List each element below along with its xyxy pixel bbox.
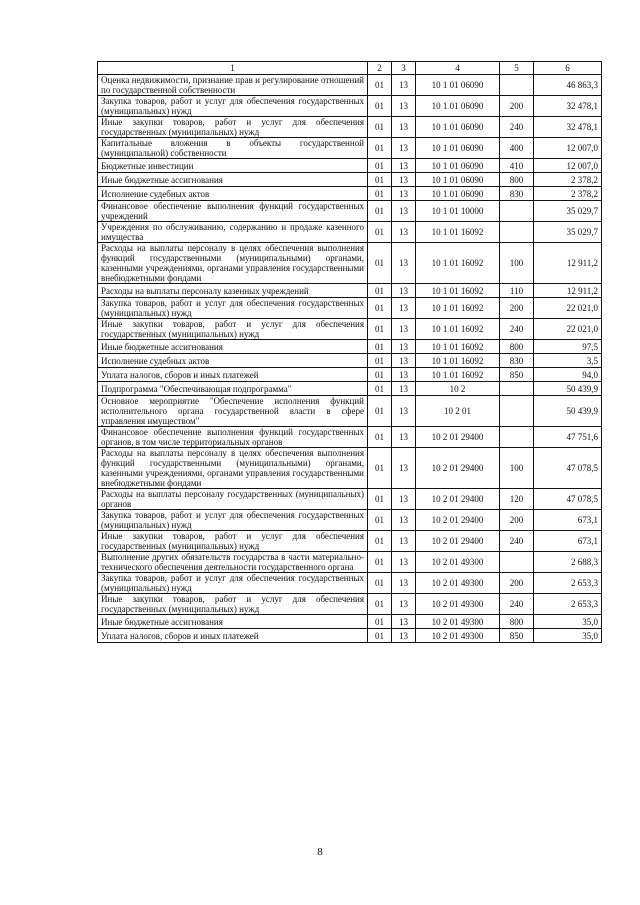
table-row	[98, 340, 602, 354]
row-name-cell: Уплата налогов, сборов и иных платежей	[98, 368, 368, 382]
expense-type-cell: 240	[500, 117, 534, 138]
row-name-cell: Бюджетные инвестиции	[98, 159, 368, 173]
header-cell: 6	[534, 62, 602, 75]
target-article-cell: 10 1 01 16092	[416, 319, 500, 340]
section-code-cell: 01	[368, 427, 392, 448]
section-code-cell: 01	[368, 284, 392, 298]
expense-type-cell: 240	[500, 531, 534, 552]
subsection-code-cell: 13	[392, 187, 416, 201]
row-name-cell: Расходы на выплаты персоналу в целях обеспечения выполнения функций государственными (муниципальными) органами, казенными учреждениями, органами управления государственными внебюджетными фондами	[98, 243, 368, 284]
section-code-cell: 01	[368, 159, 392, 173]
amount-cell: 12 911,2	[534, 243, 602, 284]
section-code-cell: 01	[368, 201, 392, 222]
amount-cell: 35 029,7	[534, 222, 602, 243]
section-code-cell: 01	[368, 96, 392, 117]
expense-type-cell: 200	[500, 510, 534, 531]
subsection-code-cell: 13	[392, 96, 416, 117]
amount-cell: 2 688,3	[534, 552, 602, 573]
table-row	[98, 284, 602, 298]
header-cell: 3	[392, 62, 416, 75]
row-name-cell: Исполнение судебных актов	[98, 187, 368, 201]
table-row	[98, 298, 602, 319]
table-row	[98, 427, 602, 448]
subsection-code-cell: 13	[392, 368, 416, 382]
row-name-cell: Подпрограмма "Обеспечивающая подпрограмма"	[98, 382, 368, 396]
target-article-cell: 10 1 01 06090	[416, 173, 500, 187]
target-article-cell: 10 2 01 29400	[416, 448, 500, 489]
amount-cell: 94,0	[534, 368, 602, 382]
row-name-cell: Расходы на выплаты персоналу в целях обеспечения выполнения функций государственными (муниципальными) органами, казенными учреждениями, органами управления государственными внебюджетными фондами	[98, 448, 368, 489]
amount-cell: 22 021,0	[534, 298, 602, 319]
amount-cell: 2 378,2	[534, 173, 602, 187]
target-article-cell: 10 1 01 16092	[416, 284, 500, 298]
table-body	[98, 75, 602, 643]
subsection-code-cell: 13	[392, 354, 416, 368]
expense-type-cell: 110	[500, 284, 534, 298]
section-code-cell: 01	[368, 354, 392, 368]
expense-type-cell: 200	[500, 573, 534, 594]
table-row	[98, 187, 602, 201]
table-row	[98, 243, 602, 284]
subsection-code-cell: 13	[392, 201, 416, 222]
section-code-cell: 01	[368, 222, 392, 243]
table-row	[98, 159, 602, 173]
target-article-cell: 10 1 01 06090	[416, 187, 500, 201]
target-article-cell: 10 2 01 49300	[416, 594, 500, 615]
amount-cell: 2 653,3	[534, 573, 602, 594]
amount-cell: 32 478,1	[534, 117, 602, 138]
row-name-cell: Расходы на выплаты персоналу государственных (муниципальных) органов	[98, 489, 368, 510]
section-code-cell: 01	[368, 510, 392, 531]
section-code-cell: 01	[368, 448, 392, 489]
subsection-code-cell: 13	[392, 222, 416, 243]
amount-cell: 673,1	[534, 531, 602, 552]
section-code-cell: 01	[368, 552, 392, 573]
row-name-cell: Закупка товаров, работ и услуг для обеспечения государственных (муниципальных) нужд	[98, 510, 368, 531]
section-code-cell: 01	[368, 594, 392, 615]
row-name-cell: Финансовое обеспечение выполнения функций государственных органов, в том числе территориальных органов	[98, 427, 368, 448]
section-code-cell: 01	[368, 368, 392, 382]
amount-cell: 673,1	[534, 510, 602, 531]
expense-type-cell: 100	[500, 243, 534, 284]
expense-type-cell: 240	[500, 594, 534, 615]
table-row	[98, 201, 602, 222]
table-row	[98, 173, 602, 187]
subsection-code-cell: 13	[392, 615, 416, 629]
subsection-code-cell: 13	[392, 396, 416, 427]
expense-type-cell	[500, 222, 534, 243]
subsection-code-cell: 13	[392, 489, 416, 510]
subsection-code-cell: 13	[392, 340, 416, 354]
subsection-code-cell: 13	[392, 448, 416, 489]
row-name-cell: Иные закупки товаров, работ и услуг для обеспечения государственных (муниципальных) нужд	[98, 594, 368, 615]
amount-cell: 35,0	[534, 615, 602, 629]
amount-cell: 46 863,3	[534, 75, 602, 96]
amount-cell: 35 029,7	[534, 201, 602, 222]
section-code-cell: 01	[368, 382, 392, 396]
expense-type-cell: 800	[500, 340, 534, 354]
expense-type-cell	[500, 396, 534, 427]
expense-type-cell	[500, 201, 534, 222]
expense-type-cell	[500, 75, 534, 96]
row-name-cell: Иные бюджетные ассигнования	[98, 615, 368, 629]
table-row	[98, 510, 602, 531]
amount-cell: 22 021,0	[534, 319, 602, 340]
header-row	[98, 62, 602, 75]
table-row	[98, 117, 602, 138]
subsection-code-cell: 13	[392, 117, 416, 138]
section-code-cell: 01	[368, 319, 392, 340]
expense-type-cell: 850	[500, 629, 534, 643]
table-row	[98, 222, 602, 243]
target-article-cell: 10 1 01 10000	[416, 201, 500, 222]
section-code-cell: 01	[368, 573, 392, 594]
section-code-cell: 01	[368, 396, 392, 427]
target-article-cell: 10 2 01 29400	[416, 531, 500, 552]
target-article-cell: 10 1 01 06090	[416, 138, 500, 159]
amount-cell: 50 439,9	[534, 396, 602, 427]
table-row	[98, 382, 602, 396]
target-article-cell: 10 2 01	[416, 396, 500, 427]
amount-cell: 12 911,2	[534, 284, 602, 298]
row-name-cell: Закупка товаров, работ и услуг для обеспечения государственных (муниципальных) нужд	[98, 96, 368, 117]
section-code-cell: 01	[368, 489, 392, 510]
expense-type-cell: 830	[500, 354, 534, 368]
table-row	[98, 531, 602, 552]
table-row	[98, 629, 602, 643]
amount-cell: 47 751,6	[534, 427, 602, 448]
expense-type-cell: 410	[500, 159, 534, 173]
target-article-cell: 10 1 01 16092	[416, 354, 500, 368]
table-row	[98, 368, 602, 382]
amount-cell: 2 378,2	[534, 187, 602, 201]
row-name-cell: Основное мероприятие "Обеспечение исполнения функций исполнительного органа государственной власти в сфере управления имуществом"	[98, 396, 368, 427]
subsection-code-cell: 13	[392, 382, 416, 396]
expense-type-cell: 240	[500, 319, 534, 340]
amount-cell: 47 078,5	[534, 448, 602, 489]
target-article-cell: 10 2	[416, 382, 500, 396]
row-name-cell: Капитальные вложения в объекты государственной (муниципальной) собственности	[98, 138, 368, 159]
table-row	[98, 138, 602, 159]
section-code-cell: 01	[368, 340, 392, 354]
row-name-cell: Закупка товаров, работ и услуг для обеспечения государственных (муниципальных) нужд	[98, 298, 368, 319]
subsection-code-cell: 13	[392, 427, 416, 448]
expense-type-cell	[500, 552, 534, 573]
header-cell: 4	[416, 62, 500, 75]
table-row	[98, 319, 602, 340]
table-row	[98, 615, 602, 629]
table-row	[98, 573, 602, 594]
row-name-cell: Выполнение других обязательств государства в части материально-технического обеспечения деятельности государственного органа	[98, 552, 368, 573]
table-row	[98, 448, 602, 489]
target-article-cell: 10 2 01 49300	[416, 573, 500, 594]
expense-type-cell	[500, 382, 534, 396]
header-cell: 5	[500, 62, 534, 75]
target-article-cell: 10 1 01 16092	[416, 222, 500, 243]
expense-type-cell: 100	[500, 448, 534, 489]
target-article-cell: 10 2 01 29400	[416, 510, 500, 531]
expense-type-cell	[500, 427, 534, 448]
table-row	[98, 396, 602, 427]
amount-cell: 2 653,3	[534, 594, 602, 615]
expense-type-cell: 400	[500, 138, 534, 159]
section-code-cell: 01	[368, 298, 392, 319]
expense-type-cell: 850	[500, 368, 534, 382]
subsection-code-cell: 13	[392, 629, 416, 643]
row-name-cell: Иные закупки товаров, работ и услуг для обеспечения государственных (муниципальных) нужд	[98, 531, 368, 552]
subsection-code-cell: 13	[392, 138, 416, 159]
row-name-cell: Расходы на выплаты персоналу казенных учреждений	[98, 284, 368, 298]
expense-type-cell: 120	[500, 489, 534, 510]
subsection-code-cell: 13	[392, 510, 416, 531]
amount-cell: 3,5	[534, 354, 602, 368]
subsection-code-cell: 13	[392, 298, 416, 319]
expense-type-cell: 200	[500, 96, 534, 117]
target-article-cell: 10 2 01 49300	[416, 552, 500, 573]
target-article-cell: 10 1 01 16092	[416, 243, 500, 284]
target-article-cell: 10 1 01 16092	[416, 340, 500, 354]
target-article-cell: 10 1 01 16092	[416, 298, 500, 319]
section-code-cell: 01	[368, 531, 392, 552]
table-row	[98, 594, 602, 615]
subsection-code-cell: 13	[392, 594, 416, 615]
amount-cell: 50 439,9	[534, 382, 602, 396]
subsection-code-cell: 13	[392, 159, 416, 173]
amount-cell: 97,5	[534, 340, 602, 354]
target-article-cell: 10 2 01 29400	[416, 427, 500, 448]
section-code-cell: 01	[368, 187, 392, 201]
page-number: 8	[317, 846, 323, 858]
target-article-cell: 10 2 01 29400	[416, 489, 500, 510]
row-name-cell: Оценка недвижимости, признание прав и регулирование отношений по государственной собственности	[98, 75, 368, 96]
section-code-cell: 01	[368, 75, 392, 96]
table-row	[98, 354, 602, 368]
row-name-cell: Финансовое обеспечение выполнения функций государственных учреждений	[98, 201, 368, 222]
table-row	[98, 96, 602, 117]
section-code-cell: 01	[368, 173, 392, 187]
expense-type-cell: 200	[500, 298, 534, 319]
target-article-cell: 10 1 01 06090	[416, 75, 500, 96]
expense-type-cell: 800	[500, 615, 534, 629]
header-cell: 2	[368, 62, 392, 75]
target-article-cell: 10 2 01 49300	[416, 615, 500, 629]
table-row	[98, 75, 602, 96]
subsection-code-cell: 13	[392, 75, 416, 96]
section-code-cell: 01	[368, 629, 392, 643]
section-code-cell: 01	[368, 243, 392, 284]
amount-cell: 47 078,5	[534, 489, 602, 510]
subsection-code-cell: 13	[392, 531, 416, 552]
target-article-cell: 10 1 01 16092	[416, 368, 500, 382]
row-name-cell: Иные закупки товаров, работ и услуг для обеспечения государственных (муниципальных) нужд	[98, 319, 368, 340]
table-row	[98, 552, 602, 573]
subsection-code-cell: 13	[392, 173, 416, 187]
section-code-cell: 01	[368, 615, 392, 629]
row-name-cell: Иные закупки товаров, работ и услуг для обеспечения государственных (муниципальных) нужд	[98, 117, 368, 138]
target-article-cell: 10 1 01 06090	[416, 96, 500, 117]
row-name-cell: Закупка товаров, работ и услуг для обеспечения государственных (муниципальных) нужд	[98, 573, 368, 594]
row-name-cell: Учреждения по обслуживанию, содержанию и продаже казенного имущества	[98, 222, 368, 243]
subsection-code-cell: 13	[392, 552, 416, 573]
expense-type-cell: 830	[500, 187, 534, 201]
section-code-cell: 01	[368, 117, 392, 138]
amount-cell: 32 478,1	[534, 96, 602, 117]
header-cell: 1	[98, 62, 368, 75]
amount-cell: 35,0	[534, 629, 602, 643]
row-name-cell: Иные бюджетные ассигнования	[98, 173, 368, 187]
target-article-cell: 10 2 01 49300	[416, 629, 500, 643]
section-code-cell: 01	[368, 138, 392, 159]
row-name-cell: Исполнение судебных актов	[98, 354, 368, 368]
target-article-cell: 10 1 01 06090	[416, 117, 500, 138]
subsection-code-cell: 13	[392, 243, 416, 284]
budget-table	[97, 61, 602, 643]
table-header	[98, 62, 602, 75]
table-row	[98, 489, 602, 510]
expense-type-cell: 800	[500, 173, 534, 187]
subsection-code-cell: 13	[392, 284, 416, 298]
subsection-code-cell: 13	[392, 573, 416, 594]
row-name-cell: Уплата налогов, сборов и иных платежей	[98, 629, 368, 643]
target-article-cell: 10 1 01 06090	[416, 159, 500, 173]
subsection-code-cell: 13	[392, 319, 416, 340]
row-name-cell: Иные бюджетные ассигнования	[98, 340, 368, 354]
amount-cell: 12 007,0	[534, 159, 602, 173]
amount-cell: 12 007,0	[534, 138, 602, 159]
